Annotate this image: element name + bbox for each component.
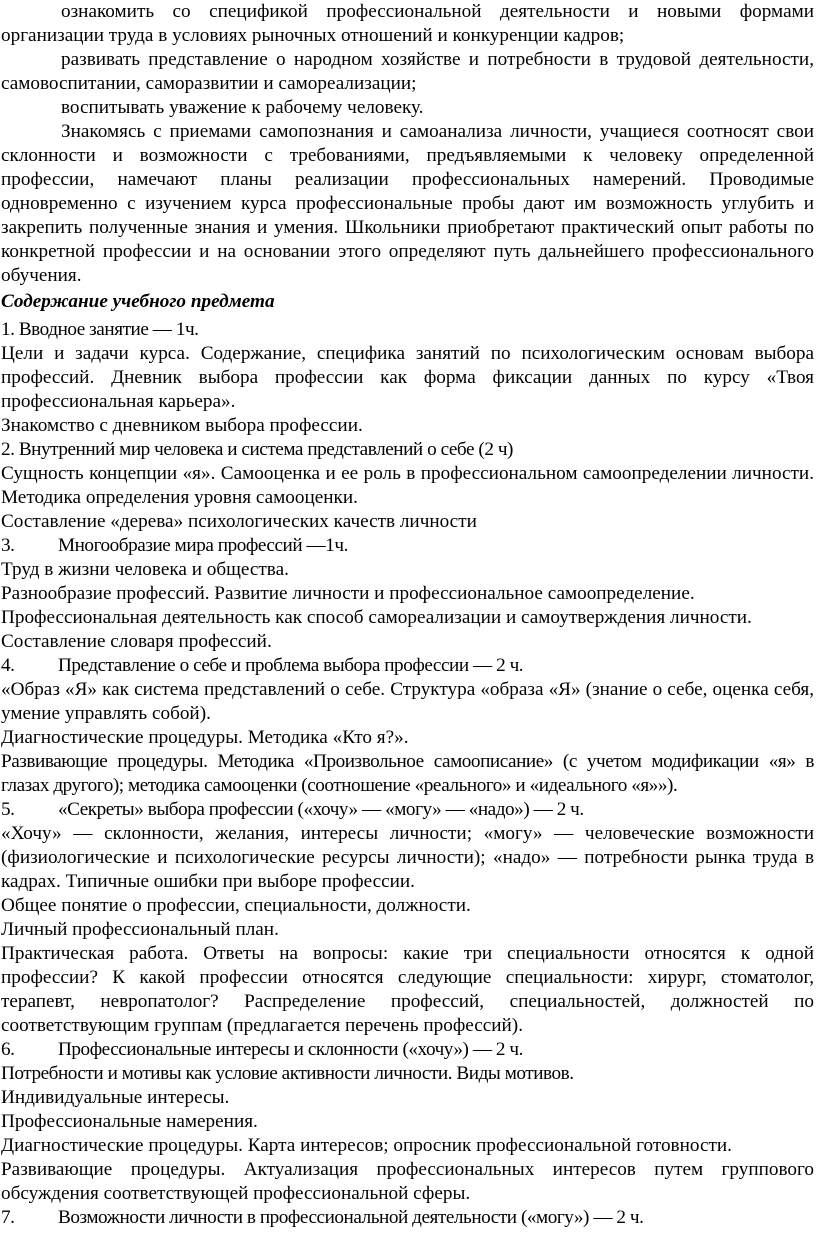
section-4-title (1, 654, 814, 678)
section-4-title-text: Представление о себе и проблема выбора профессии — 2 ч. (58, 655, 524, 676)
section-4-number: 4. (1, 655, 15, 676)
section-6-title-text: Профессиональные интересы и склонности («хочу») — 2 ч. (58, 1039, 523, 1060)
section-3-number: 3. (1, 535, 15, 556)
section-6-title (1, 1038, 814, 1062)
section-3-paragraph-3: Профессиональная деятельность как способ самореализации и самоутверждения личности. (1, 607, 752, 628)
section-3-title-text: Многообразие мира профессий —1ч. (58, 535, 348, 556)
section-6-paragraph-2: Индивидуальные интересы. (1, 1087, 230, 1108)
section-5-paragraph-3: Личный профессиональный план. (1, 919, 279, 940)
section-4-paragraph-1: «Образ «Я» как система представлений о себе. Структура «образа «Я» (знание о себе, оценка себя, умение управлять собой). (1, 679, 814, 724)
section-3-title (1, 534, 814, 558)
section-5-paragraph-2: Общее понятие о профессии, специальности, должности. (1, 895, 471, 916)
section-5-title-text: «Секреты» выбора профессии («хочу» — «могу» — «надо») — 2 ч. (58, 799, 584, 820)
section-6-paragraph-3: Профессиональные намерения. (1, 1111, 258, 1132)
section-3-paragraph-1: Труд в жизни человека и общества. (1, 559, 289, 580)
section-1-title: 1. Вводное занятие — 1ч. (1, 319, 199, 340)
section-4-paragraph-3: Развивающие процедуры. Методика «Произвольное самоописание» (с учетом модификации «я» в глазах другого); методика самооценки (соотношение «реального» и «идеального «я»»). (1, 751, 814, 796)
section-5-paragraph-4: Практическая работа. Ответы на вопросы: какие три специальности относятся к одной профессии? К какой профессии относятся следующие специальности: хирург, стоматолог, терапевт, невропатолог? Распределение профессий, специальностей, должностей по соответствующим группам (предлагается перечень профессий). (1, 943, 814, 1036)
section-7-number: 7. (1, 1207, 15, 1228)
section-5-number: 5. (1, 799, 15, 820)
section-3-paragraph-2: Разнообразие профессий. Развитие личности и профессиональное самоопределение. (1, 583, 695, 604)
section-2-title: 2. Внутренний мир человека и система представлений о себе (2 ч) (1, 439, 513, 460)
intro-paragraph-2: развивать представление о народном хозяйстве и потребности в трудовой деятельности, самовоспитании, саморазвитии и самореализации; (1, 49, 814, 94)
section-3-paragraph-4: Составление словаря профессий. (1, 631, 272, 652)
intro-paragraph-4: Знакомясь с приемами самопознания и самоанализа личности, учащиеся соотносят свои склонности и возможности с требованиями, предъявляемыми к человеку определенной профессии, намечают планы реализации профессиональных намерений. Проводимые одновременно с изучением курса профессиональные пробы дают им возможность углубить и закрепить полученные знания и умения. Школьники приобретают практический опыт работы по конкретной профессии и на основании этого определяют путь дальнейшего профессионального обучения. (1, 121, 814, 286)
intro-paragraph-3: воспитывать уважение к рабочему человеку. (61, 97, 424, 118)
section-7-title-text: Возможности личности в профессиональной деятельности («могу») — 2 ч. (58, 1207, 644, 1228)
section-4-paragraph-2: Диагностические процедуры. Методика «Кто я?». (1, 727, 409, 748)
section-1-paragraph-2: Знакомство с дневником выбора профессии. (1, 415, 363, 436)
section-6-paragraph-1: Потребности и мотивы как условие активности личности. Виды мотивов. (1, 1063, 574, 1084)
section-6-paragraph-4: Диагностические процедуры. Карта интересов; опросник профессиональной готовности. (1, 1135, 732, 1156)
section-2-paragraph-1: Сущность концепции «я». Самооценка и ее роль в профессиональном самоопределении личности. Методика определения уровня самооценки. (1, 463, 814, 508)
section-6-paragraph-5: Развивающие процедуры. Актуализация профессиональных интересов путем группового обсуждения соответствующей профессиональной сферы. (1, 1159, 814, 1204)
section-1-paragraph-1: Цели и задачи курса. Содержание, специфика занятий по психологическим основам выбора профессий. Дневник выбора профессии как форма фиксации данных по курсу «Твоя профессиональная карьера». (1, 343, 814, 412)
section-5-title (1, 798, 814, 822)
section-6-number: 6. (1, 1039, 15, 1060)
section-7-title (1, 1206, 814, 1230)
section-heading: Содержание учебного предмета (1, 291, 275, 312)
intro-paragraph-1: ознакомить со спецификой профессиональной деятельности и новыми формами организации труда в условиях рыночных отношений и конкуренции кадров; (1, 1, 814, 46)
section-5-paragraph-1: «Хочу» — склонности, желания, интересы личности; «могу» — человеческие возможности (физиологические и психологические ресурсы личности); «надо» — потребности рынка труда в кадрах. Типичные ошибки при выборе профессии. (1, 823, 814, 892)
section-2-paragraph-2: Составление «дерева» психологических качеств личности (1, 511, 477, 532)
